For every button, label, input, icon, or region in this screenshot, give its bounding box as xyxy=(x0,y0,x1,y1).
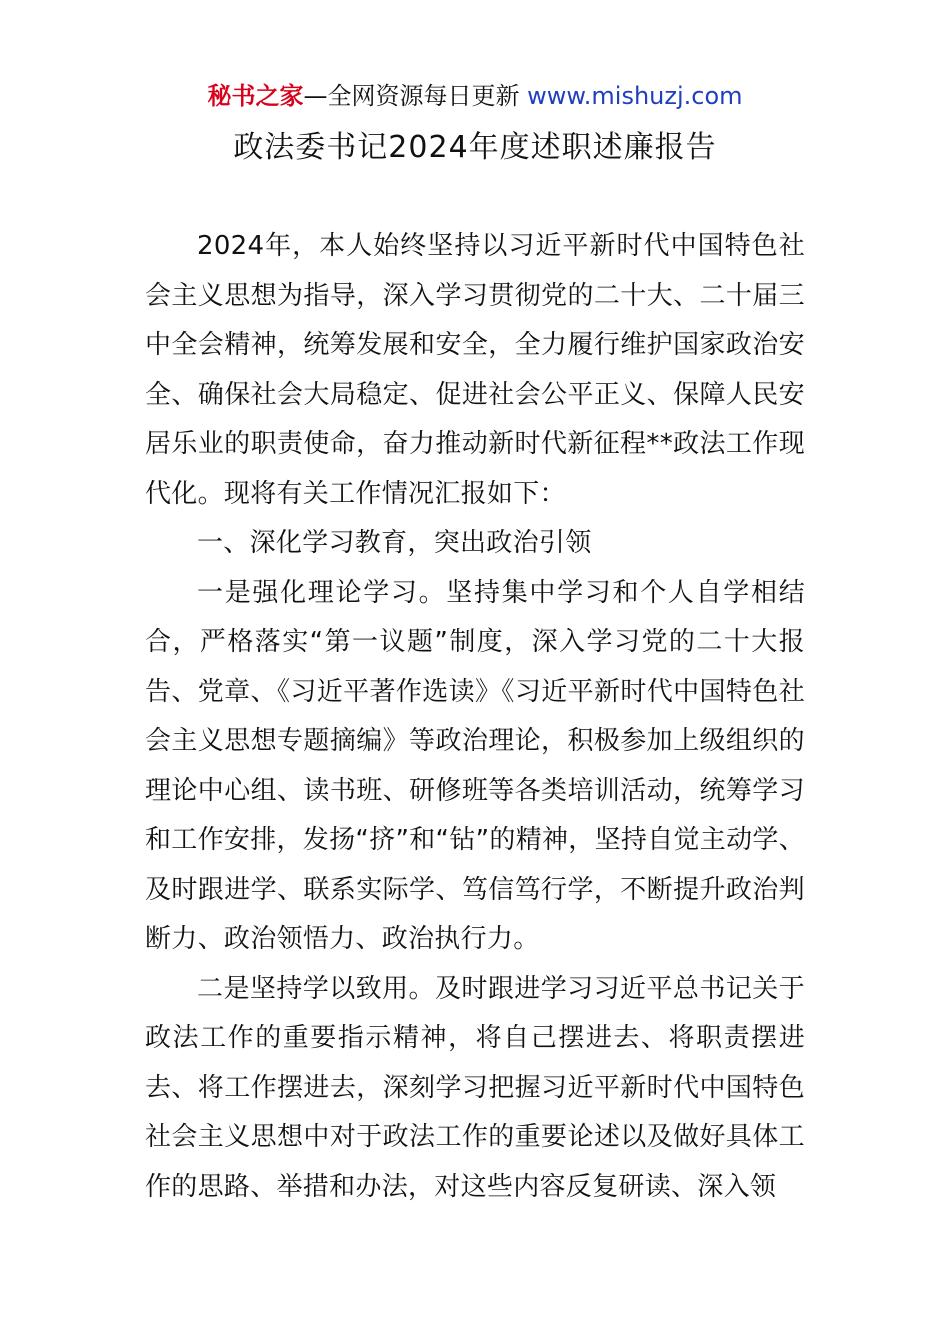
section-heading-1: 一、深化学习教育，突出政治引领 xyxy=(197,528,592,558)
site-header xyxy=(0,80,950,112)
site-url-link[interactable]: www.mishuzj.com xyxy=(527,82,743,110)
document-body xyxy=(145,222,805,1212)
paragraph-apply-learning: 二是坚持学以致用。及时跟进学习习近平总书记关于政法工作的重要指示精神，将自己摆进去、将职责摆进去、将工作摆进去，深刻学习把握习近平新时代中国特色社会主义思想中对于政法工作的重要论述以及做好具体工作的思路、举措和办法，对这些内容反复研读、深入领 xyxy=(145,973,805,1202)
site-tagline: —全网资源每日更新 xyxy=(303,82,528,110)
document-title: 政法委书记2024年度述职述廉报告 xyxy=(233,130,717,165)
intro-paragraph: 2024年，本人始终坚持以习近平新时代中国特色社会主义思想为指导，深入学习贯彻党的二十大、二十届三中全会精神，统筹发展和安全，全力履行维护国家政治安全、确保社会大局稳定、促进社会公平正义、保障人民安居乐业的职责使命，奋力推动新时代新征程**政法工作现代化。现将有关工作情况汇报如下： xyxy=(145,231,805,509)
paragraph-theory-study: 一是强化理论学习。坚持集中学习和个人自学相结合，严格落实“第一议题”制度，深入学习党的二十大报告、党章、《习近平著作选读》《习近平新时代中国特色社会主义思想专题摘编》等政治理论，积极参加上级组织的理论中心组、读书班、研修班等各类培训活动，统筹学习和工作安排，发扬“挤”和“钻”的精神，坚持自觉主动学、及时跟进学、联系实际学、笃信笃行学，不断提升政治判断力、政治领悟力、政治执行力。 xyxy=(145,577,805,954)
site-brand-name: 秘书之家 xyxy=(207,82,304,110)
